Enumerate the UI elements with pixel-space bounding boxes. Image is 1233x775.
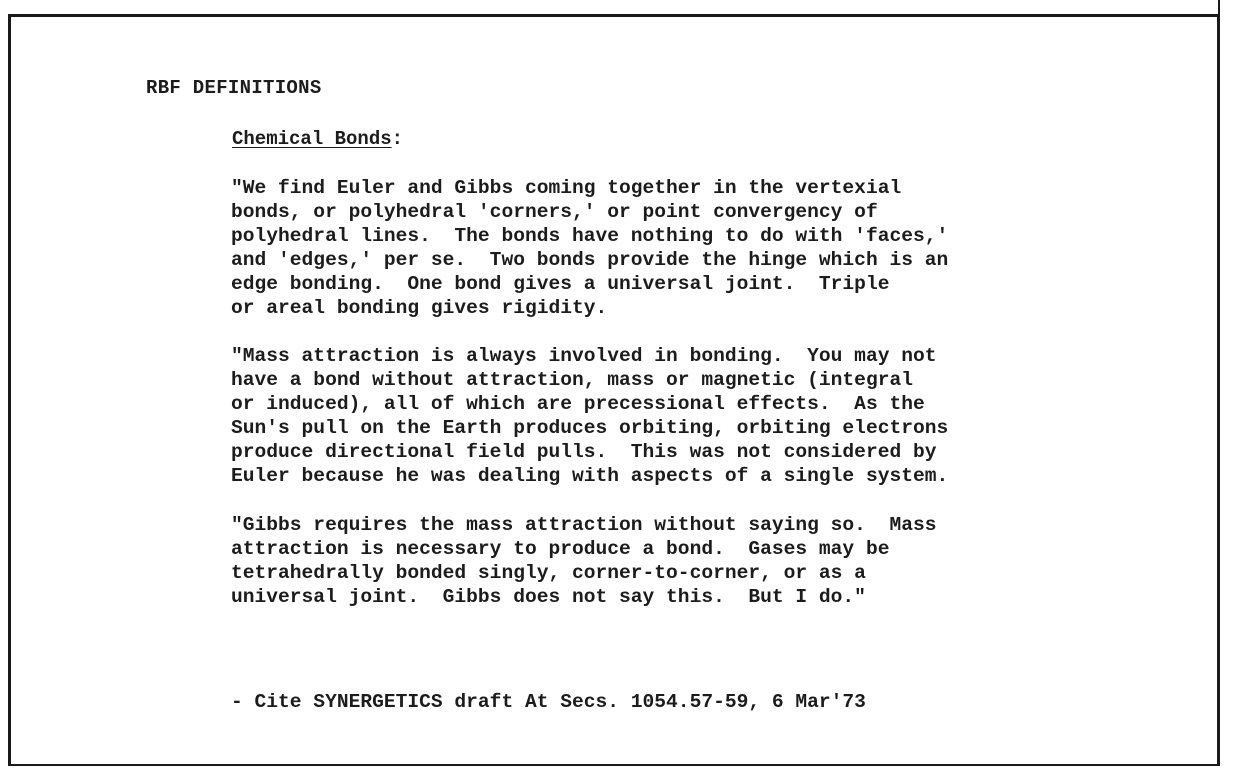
section-subheading xyxy=(232,128,403,150)
document-heading: RBF DEFINITIONS xyxy=(146,77,322,99)
quote-paragraph-1: "We find Euler and Gibbs coming together in the vertexial bonds, or polyhedral 'corners,' or point convergency of polyhedral lines. The bonds have nothing to do with 'faces,' and 'edges,' per se. Two bonds provide the hinge which is an edge bonding. One bond gives a universal joint. Triple or areal bonding gives rigidity. xyxy=(231,177,949,319)
subheading-label: Chemical Bonds xyxy=(232,128,392,150)
source-citation: - Cite SYNERGETICS draft At Secs. 1054.57-59, 6 Mar'73 xyxy=(231,691,866,713)
quote-paragraph-3: "Gibbs requires the mass attraction without saying so. Mass attraction is necessary to produce a bond. Gases may be tetrahedrally bonded singly, corner-to-corner, or as a universal joint. Gibbs does not say this. But I do." xyxy=(231,514,937,608)
quote-paragraph-2: "Mass attraction is always involved in bonding. You may not have a bond without attraction, mass or magnetic (integral or induced), all of which are precessional effects. As the Sun's pull on the Earth produces orbiting, orbiting electrons produce directional field pulls. This was not considered by Euler because he was dealing with aspects of a single system. xyxy=(231,345,949,487)
previous-card-edge xyxy=(0,0,1220,14)
subheading-colon: : xyxy=(391,128,404,150)
